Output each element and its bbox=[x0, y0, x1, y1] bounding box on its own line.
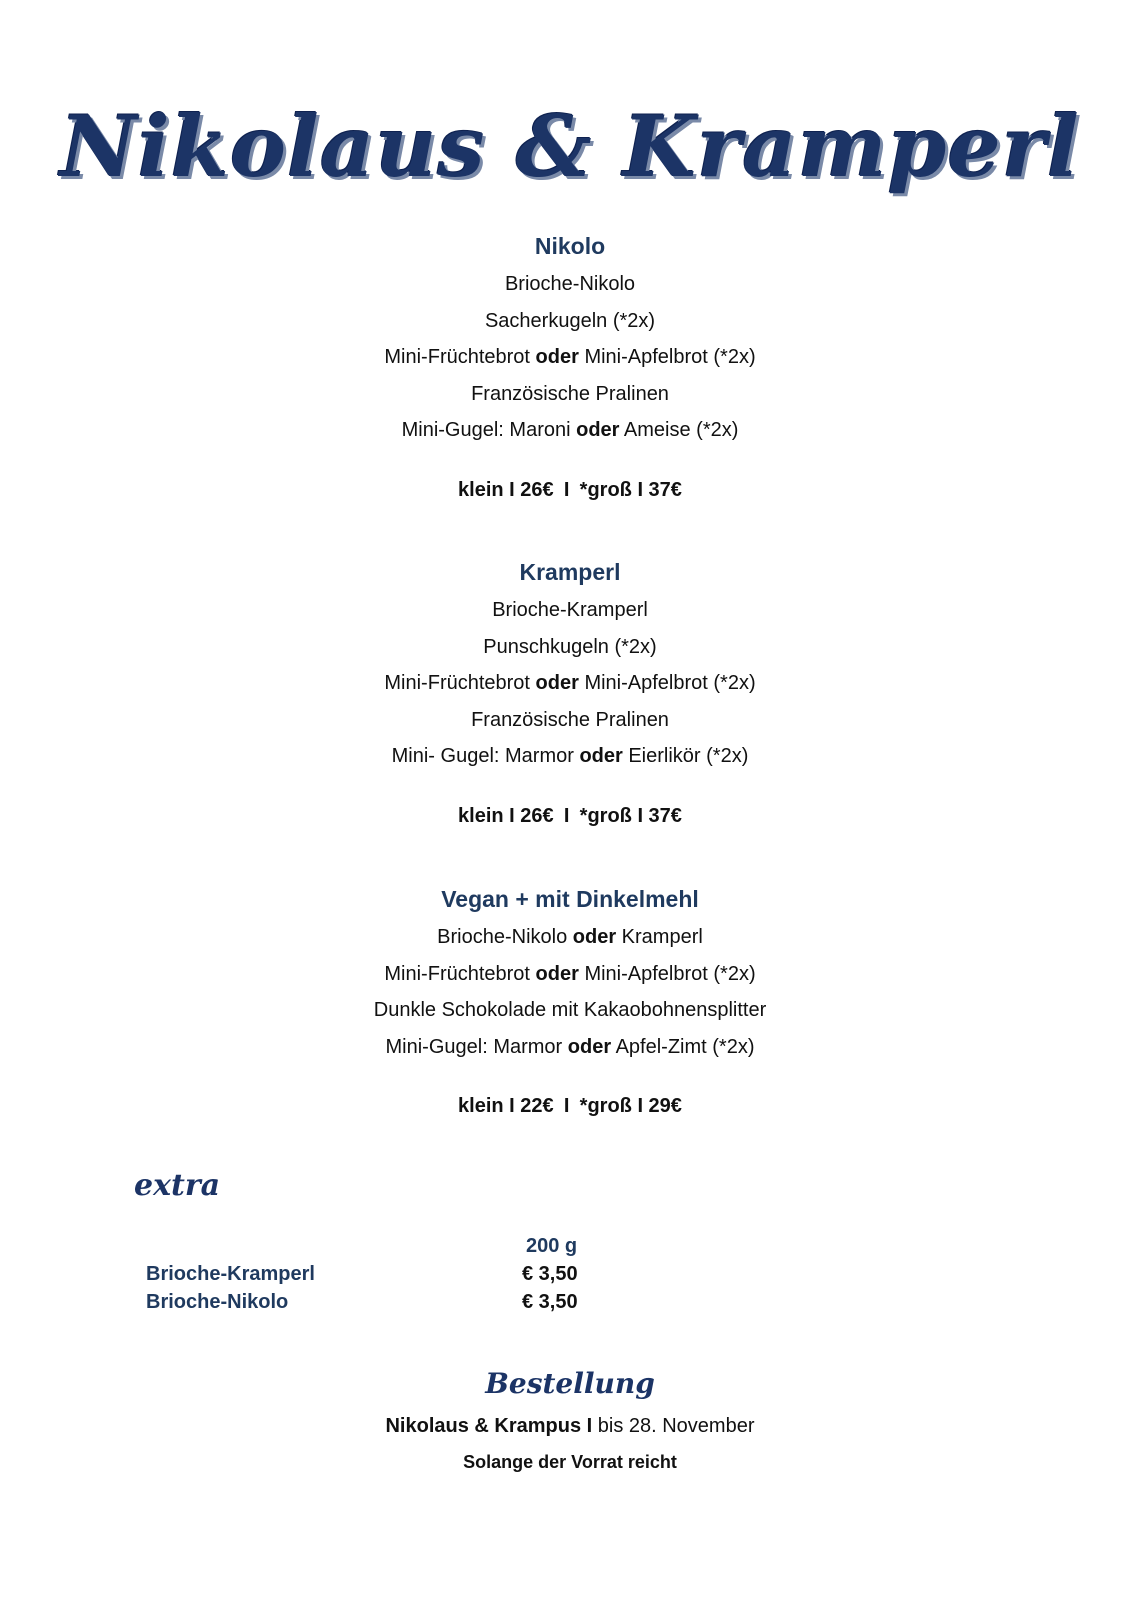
section-heading: Vegan + mit Dinkelmehl bbox=[441, 886, 699, 912]
price-line: klein I 26€ I *groß I 37€ bbox=[458, 478, 682, 501]
price-line: klein I 26€ I *groß I 37€ bbox=[458, 804, 682, 827]
menu-item: Brioche-Nikolo bbox=[504, 273, 636, 295]
table-row bbox=[146, 1288, 666, 1316]
menu-item: Mini- Gugel: Marmor oder Eierlikör (*2x) bbox=[391, 745, 749, 767]
menu-item: Brioche-Nikolo oder Kramperl bbox=[437, 926, 703, 948]
menu-item: Mini-Gugel: Marmor oder Apfel-Zimt (*2x) bbox=[385, 1035, 755, 1058]
extra-item-name: Brioche-Nikolo bbox=[146, 1291, 289, 1313]
page-title: Nikolaus & Kramperl bbox=[60, 97, 1080, 196]
table-row bbox=[146, 1260, 666, 1288]
extra-item-price: € 3,50 bbox=[522, 1263, 578, 1285]
order-heading: Bestellung bbox=[485, 1367, 655, 1400]
extra-item-name: Brioche-Kramperl bbox=[146, 1263, 315, 1285]
menu-section-kramperl bbox=[0, 552, 1140, 831]
extra-item-price: € 3,50 bbox=[522, 1291, 578, 1313]
menu-section-nikolo bbox=[0, 226, 1140, 505]
menu-item: Mini-Gugel: Maroni oder Ameise (*2x) bbox=[401, 419, 739, 441]
section-heading: Nikolo bbox=[534, 233, 606, 259]
order-note: Solange der Vorrat reicht bbox=[463, 1452, 677, 1472]
menu-item: Französische Pralinen bbox=[471, 708, 669, 731]
menu-item: Mini-Früchtebrot oder Mini-Apfelbrot (*2x) bbox=[384, 962, 756, 985]
menu-section-vegan bbox=[0, 879, 1140, 1121]
unit-header: 200 g bbox=[526, 1235, 578, 1257]
section-heading: Kramperl bbox=[519, 559, 621, 585]
menu-item: Punschkugeln (*2x) bbox=[483, 635, 657, 658]
menu-item: Mini-Früchtebrot oder Mini-Apfelbrot (*2x) bbox=[384, 346, 756, 368]
extra-heading: extra bbox=[134, 1168, 221, 1203]
order-deadline: Nikolaus & Krampus I bis 28. November bbox=[385, 1415, 755, 1437]
menu-item: Mini-Früchtebrot oder Mini-Apfelbrot (*2x) bbox=[384, 672, 756, 694]
menu-item: Brioche-Kramperl bbox=[492, 599, 648, 621]
menu-item: Französische Pralinen bbox=[471, 382, 669, 405]
menu-item: Dunkle Schokolade mit Kakaobohnensplitter bbox=[373, 999, 767, 1021]
price-line: klein I 22€ I *groß I 29€ bbox=[458, 1095, 682, 1117]
menu-item: Sacherkugeln (*2x) bbox=[484, 309, 656, 332]
